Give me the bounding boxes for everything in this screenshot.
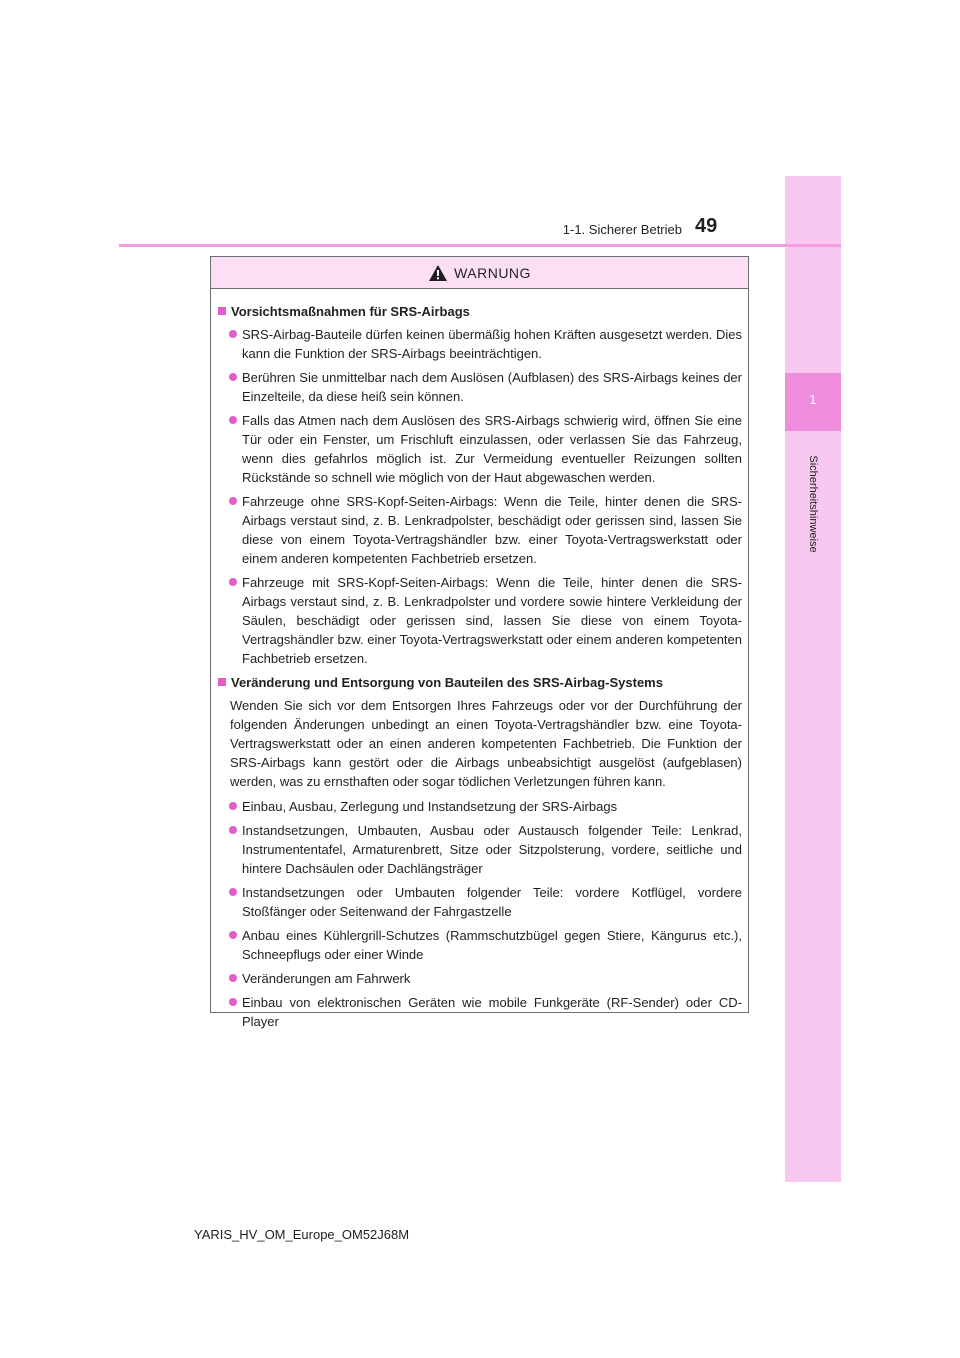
header-rule [119,244,841,247]
section-title: 1-1. Sicherer Betrieb [562,222,682,237]
list-item [218,993,742,1031]
section-intro: Wenden Sie sich vor dem Entsorgen Ihres Fahrzeugs oder vor der Durchführung der folgenden Änderungen unbedingt an einen Toyota-Vertragshändler bzw. eine Toyota-Vertragswerkstatt oder an einen anderen kompetenten Fachbetrieb. Die Funktion der SRS-Airbags kann gestört oder die Airbags unbeabsichtigt ausgelöst (aufgeblasen) werden, was zu ernsthaften oder sogar tödlichen Verletzungen führen kann. [230,698,742,789]
page-number: 49 [695,215,718,237]
list-item [218,573,742,668]
bullet-dot-icon [229,998,237,1006]
list-item-text: Berühren Sie unmittelbar nach dem Auslösen (Aufblasen) des SRS-Airbags keines der Einzelteile, da diese heiß sein können. [242,370,742,404]
list-item [218,492,742,568]
bullet-dot-icon [229,578,237,586]
list-item [218,926,742,964]
side-tab [785,176,841,1182]
list-item-text: Falls das Atmen nach dem Auslösen des SRS-Airbags schwierig wird, öffnen Sie eine Tür oder ein Fenster, um Frischluft einzulassen, oder verlassen Sie das Fahrzeug, wenn dies gefahrlos möglich ist. Zur Vermeidung eventueller Reizungen sollten Rückstände so schnell wie möglich von der Haut abgewaschen werden. [242,413,742,485]
warning-box [210,256,749,1029]
section-heading-text: Vorsichtsmaßnahmen für SRS-Airbags [231,304,470,319]
bullet-dot-icon [229,888,237,896]
list-item [218,368,742,406]
list-item-text: Instandsetzungen, Umbauten, Ausbau oder Austausch folgender Teile: Lenkrad, Instrumententafel, Armaturenbrett, Sitze oder Sitzpolsterung, vordere, seitliche und hintere Dachsäulen oder Dachlängsträger [242,823,742,876]
square-bullet-icon [218,307,226,315]
list-item [218,325,742,363]
list-item-text: Fahrzeuge ohne SRS-Kopf-Seiten-Airbags: Wenn die Teile, hinter denen die SRS-Airbags verstaut sind, z. B. Lenkradpolster, beschädigt oder gerissen sind, lassen Sie diese von einem Toyota-Vertragshändler bzw. einer Toyota-Vertragswerkstatt oder einem anderen kompetenten Fachbetrieb ersetzen. [242,494,742,566]
bullet-dot-icon [229,974,237,982]
warning-header [211,257,748,289]
warning-triangle-icon [428,264,448,282]
list-item-text: Fahrzeuge mit SRS-Kopf-Seiten-Airbags: Wenn die Teile, hinter denen die SRS-Airbags verstaut sind, z. B. Lenkradpolster und vordere sowie hintere Verkleidung der Säulen, beschädigt oder gerissen sind, lassen Sie diese von einem Toyota-Vertragshändler bzw. einer Toyota-Vertragswerkstatt oder einem anderen kompetenten Fachbetrieb ersetzen. [242,575,742,666]
list-item [218,969,742,988]
list-item-text: Veränderungen am Fahrwerk [242,971,411,986]
chapter-title: Sicherheitshinweise [807,455,819,553]
list-item-text: Einbau, Ausbau, Zerlegung und Instandsetzung der SRS-Airbags [242,799,618,814]
bullet-dot-icon [229,373,237,381]
list-item [218,883,742,921]
warning-content [211,289,748,1031]
bullet-dot-icon [229,826,237,834]
list-item-text: Einbau von elektronischen Geräten wie mobile Funkgeräte (RF-Sender) oder CD-Player [242,995,742,1029]
list-item-text: Anbau eines Kühlergrill-Schutzes (Rammschutzbügel gegen Stiere, Kängurus etc.), Schneepflugs oder einer Winde [242,928,742,962]
bullet-dot-icon [229,497,237,505]
list-item-text: Instandsetzungen oder Umbauten folgender Teile: vordere Kotflügel, vordere Stoßfänger oder Seitenwand der Fahrgastzelle [242,885,742,919]
list-item [218,821,742,878]
bullet-dot-icon [229,931,237,939]
document-id: YARIS_HV_OM_Europe_OM52J68M [194,1227,410,1242]
section-heading [218,673,742,692]
section-heading [218,302,742,321]
list-item [218,411,742,487]
list-item [218,797,742,816]
section-heading-text: Veränderung und Entsorgung von Bauteilen des SRS-Airbag-Systems [231,675,663,690]
chapter-number: 1 [809,392,817,407]
list-item-text: SRS-Airbag-Bauteile dürfen keinen übermäßig hohen Kräften ausgesetzt werden. Dies kann die Funktion der SRS-Airbags beeinträchtigen. [242,327,742,361]
bullet-dot-icon [229,330,237,338]
square-bullet-icon [218,678,226,686]
bullet-dot-icon [229,416,237,424]
warning-title: WARNUNG [454,264,531,281]
bullet-dot-icon [229,802,237,810]
